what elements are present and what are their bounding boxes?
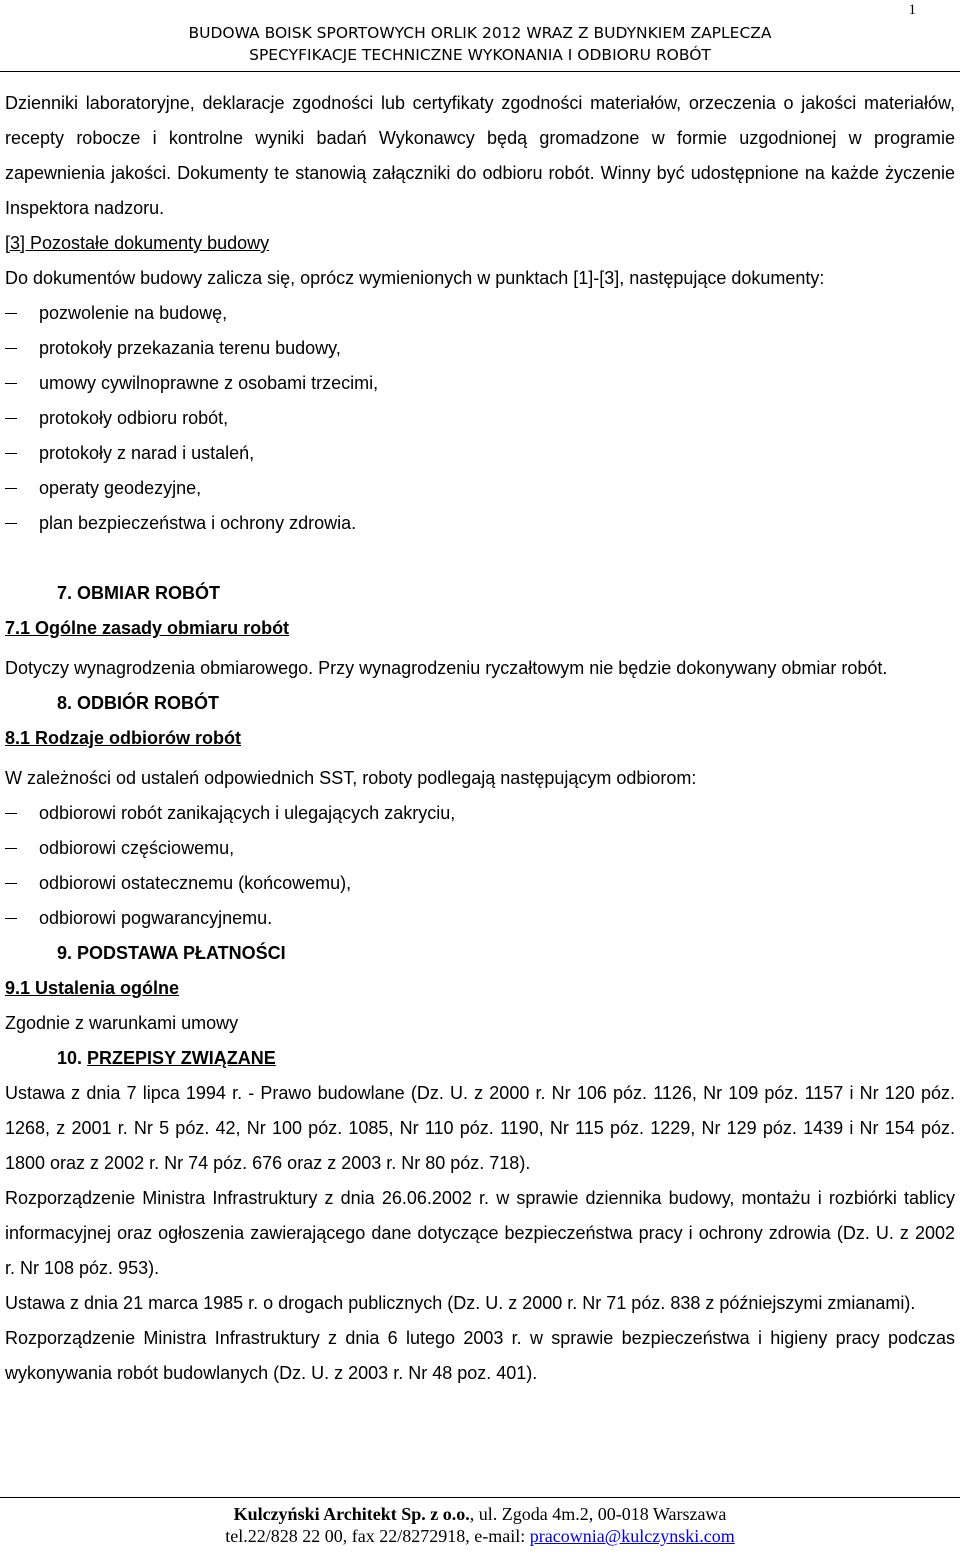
contact-info: tel.22/828 22 00, fax 22/8272918, e-mail: <box>225 1526 530 1546</box>
list-item: operaty geodezyjne, <box>5 471 955 506</box>
subsection-title-other-documents: [3] Pozostałe dokumenty budowy <box>5 233 270 253</box>
section-title-measurement: 7. OBMIAR ROBÓT <box>57 583 221 603</box>
list-item: plan bezpieczeństwa i ochrony zdrowia. <box>5 506 955 541</box>
document-body <box>5 86 955 1391</box>
footer-contact-line <box>0 1525 960 1547</box>
footer-address-line <box>0 1503 960 1525</box>
regulation-entry: Ustawa z dnia 21 marca 1985 r. o drogach publicznych (Dz. U. z 2000 r. Nr 71 póz. 838 z późniejszymi zmianami). <box>5 1293 916 1313</box>
subsection-title-measurement-rules: 7.1 Ogólne zasady obmiaru robót <box>5 618 290 638</box>
header-project-title: BUDOWA BOISK SPORTOWYCH ORLIK 2012 WRAZ Z BUDYNKIEM ZAPLECZA <box>188 24 772 42</box>
section-title-payment: 9. PODSTAWA PŁATNOŚCI <box>57 943 286 963</box>
list-item: odbiorowi pogwarancyjnemu. <box>5 901 955 936</box>
header-divider <box>0 71 960 72</box>
section-title-regulations <box>5 1041 955 1076</box>
regulation-entry: Ustawa z dnia 7 lipca 1994 r. - Prawo budowlane (Dz. U. z 2000 r. Nr 106 póz. 1126, Nr 109 póz. 1157 i Nr 120 póz. 1268, z 2001 r. Nr 5 póz. 42, Nr 100 póz. 1085, Nr 110 póz. 1190, Nr 115 póz. 1229, Nr 129 póz. 1439 i Nr 154 póz. 1800 oraz z 2002 r. Nr 74 póz. 676 oraz z 2003 r. Nr 80 póz. 718). <box>5 1083 955 1173</box>
subsection-title-acceptance-types: 8.1 Rodzaje odbiorów robót <box>5 728 242 748</box>
page-number: 1 <box>908 2 916 18</box>
other-documents-list <box>5 296 955 541</box>
section-title-text: PRZEPISY ZWIĄZANE <box>87 1048 276 1068</box>
company-address: , ul. Zgoda 4m.2, 00-018 Warszawa <box>469 1504 727 1524</box>
list-item: odbiorowi ostatecznemu (końcowemu), <box>5 866 955 901</box>
section-number: 10. <box>57 1048 83 1068</box>
document-header <box>0 22 960 66</box>
list-item: pozwolenie na budowę, <box>5 296 955 331</box>
subsection-title-general-terms: 9.1 Ustalenia ogólne <box>5 978 180 998</box>
footer-divider <box>0 1497 960 1498</box>
list-item: protokoły przekazania terenu budowy, <box>5 331 955 366</box>
spacer <box>5 541 955 576</box>
list-item: odbiorowi częściowemu, <box>5 831 955 866</box>
regulation-entry: Rozporządzenie Ministra Infrastruktury z dnia 6 lutego 2003 r. w sprawie bezpieczeństwa i higieny pracy podczas wykonywania robót budowlanych (Dz. U. z 2003 r. Nr 48 poz. 401). <box>5 1328 955 1383</box>
company-name: Kulczyński Architekt Sp. z o.o. <box>233 1504 470 1524</box>
document-footer <box>0 1503 960 1547</box>
list-item: umowy cywilnoprawne z osobami trzecimi, <box>5 366 955 401</box>
section-title-acceptance: 8. ODBIÓR ROBÓT <box>57 693 220 713</box>
list-item: odbiorowi robót zanikających i ulegających zakryciu, <box>5 796 955 831</box>
paragraph-other-documents-intro: Do dokumentów budowy zalicza się, oprócz wymienionych w punktach [1]-[3], następujące dokumenty: <box>5 268 825 288</box>
paragraph-acceptance-intro: W zależności od ustaleń odpowiednich SST, roboty podlegają następującym odbiorom: <box>5 768 697 788</box>
paragraph-general-terms: Zgodnie z warunkami umowy <box>5 1013 239 1033</box>
paragraph-lab-documents: Dzienniki laboratoryjne, deklaracje zgodności lub certyfikaty zgodności materiałów, orzeczenia o jakości materiałów, recepty robocze i kontrolne wyniki badań Wykonawcy będą gromadzone w formie uzgodnionej w programie zapewnienia jakości. Dokumenty te stanowią załączniki do odbioru robót. Winny być udostępnione na każde życzenie Inspektora nadzoru. <box>5 93 955 218</box>
regulation-entry: Rozporządzenie Ministra Infrastruktury z dnia 26.06.2002 r. w sprawie dziennika budowy, montażu i rozbiórki tablicy informacyjnej oraz ogłoszenia zawierającego dane dotyczące bezpieczeństwa pracy i ochrony zdrowia (Dz. U. z 2002 r. Nr 108 póz. 953). <box>5 1188 955 1278</box>
list-item: protokoły z narad i ustaleń, <box>5 436 955 471</box>
list-item: protokoły odbioru robót, <box>5 401 955 436</box>
acceptance-types-list <box>5 796 955 936</box>
email-link[interactable]: pracownia@kulczynski.com <box>529 1526 735 1546</box>
paragraph-measurement: Dotyczy wynagrodzenia obmiarowego. Przy wynagrodzeniu ryczałtowym nie będzie dokonywany obmiar robót. <box>5 658 888 678</box>
header-document-title: SPECYFIKACJE TECHNICZNE WYKONANIA I ODBIORU ROBÓT <box>249 46 711 64</box>
